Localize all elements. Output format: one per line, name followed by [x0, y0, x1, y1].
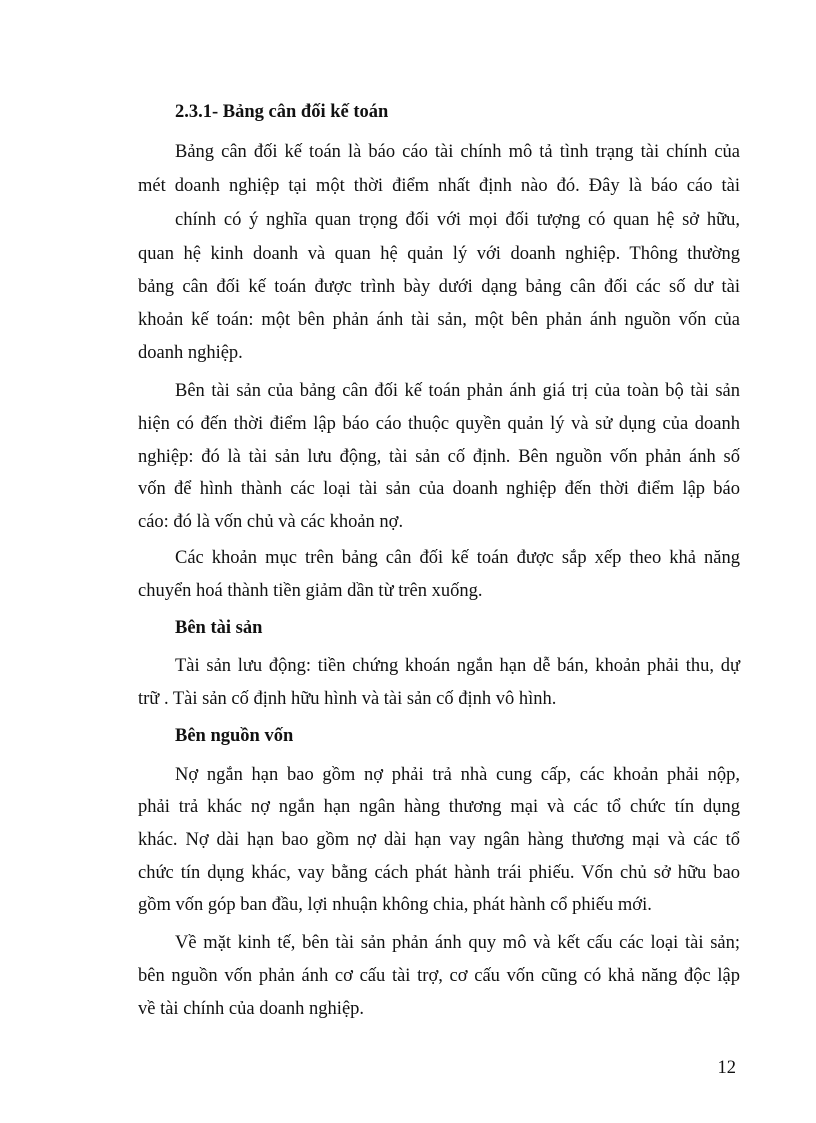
- text-line: vốn để hình thành các loại tài sản của doanh nghiệp đến thời điểm lập báo: [138, 479, 740, 499]
- text-line: doanh nghiệp.: [138, 343, 243, 363]
- text-line: chuyển hoá thành tiền giảm dần từ trên xuống.: [138, 581, 483, 601]
- text-line: Các khoản mục trên bảng cân đối kế toán được sắp xếp theo khả năng: [175, 548, 740, 568]
- text-line: phải trả khác nợ ngắn hạn ngân hàng thương mại và các tổ chức tín dụng: [138, 797, 740, 817]
- text-line: chức tín dụng khác, vay bằng cách phát hành trái phiếu. Vốn chủ sở hữu bao: [138, 863, 740, 883]
- text-line: cáo: đó là vốn chủ và các khoản nợ.: [138, 512, 404, 532]
- heading-assets: Bên tài sản: [175, 618, 263, 638]
- heading-capital: Bên nguồn vốn: [175, 726, 294, 746]
- text-line: mét doanh nghiệp tại một thời điểm nhất định nào đó. Đây là báo cáo tài: [138, 176, 740, 196]
- text-line: gồm vốn góp ban đầu, lợi nhuận không chia, phát hành cổ phiếu mới.: [138, 895, 652, 915]
- text-line: Về mặt kinh tế, bên tài sản phản ánh quy mô và kết cấu các loại tài sản;: [175, 933, 740, 953]
- section-heading: 2.3.1- Bảng cân đối kế toán: [175, 102, 389, 122]
- text-line: Tài sản lưu động: tiền chứng khoán ngắn hạn dễ bán, khoản phải thu, dự: [175, 656, 740, 676]
- text-line: hiện có đến thời điểm lập báo cáo thuộc quyền quản lý và sử dụng của doanh: [138, 414, 740, 434]
- text-line: quan hệ kinh doanh và quan hệ quản lý với doanh nghiệp. Thông thường: [138, 244, 740, 264]
- text-line: chính có ý nghĩa quan trọng đối với mọi đối tượng có quan hệ sở hữu,: [175, 210, 740, 230]
- text-line: khác. Nợ dài hạn bao gồm nợ dài hạn vay ngân hàng thương mại và các tổ: [138, 830, 740, 850]
- page-number: 12: [717, 1058, 736, 1078]
- text-line: trữ . Tài sản cố định hữu hình và tài sản cố định vô hình.: [138, 689, 557, 709]
- text-line: Bên tài sản của bảng cân đối kế toán phản ánh giá trị của toàn bộ tài sản: [175, 381, 740, 401]
- text-line: Nợ ngắn hạn bao gồm nợ phải trả nhà cung cấp, các khoản phải nộp,: [175, 765, 740, 785]
- text-line: bên nguồn vốn phản ánh cơ cấu tài trợ, cơ cấu vốn cũng có khả năng độc lập: [138, 966, 740, 986]
- text-line: khoản kế toán: một bên phản ánh tài sản, một bên phản ánh nguồn vốn của: [138, 310, 740, 330]
- text-line: Bảng cân đối kế toán là báo cáo tài chính mô tả tình trạng tài chính của: [175, 142, 740, 162]
- text-line: nghiệp: đó là tài sản lưu động, tài sản cố định. Bên nguồn vốn phản ánh số: [138, 447, 740, 467]
- text-line: về tài chính của doanh nghiệp.: [138, 999, 365, 1019]
- text-line: bảng cân đối kế toán được trình bày dưới dạng bảng cân đối các số dư tài: [138, 277, 740, 297]
